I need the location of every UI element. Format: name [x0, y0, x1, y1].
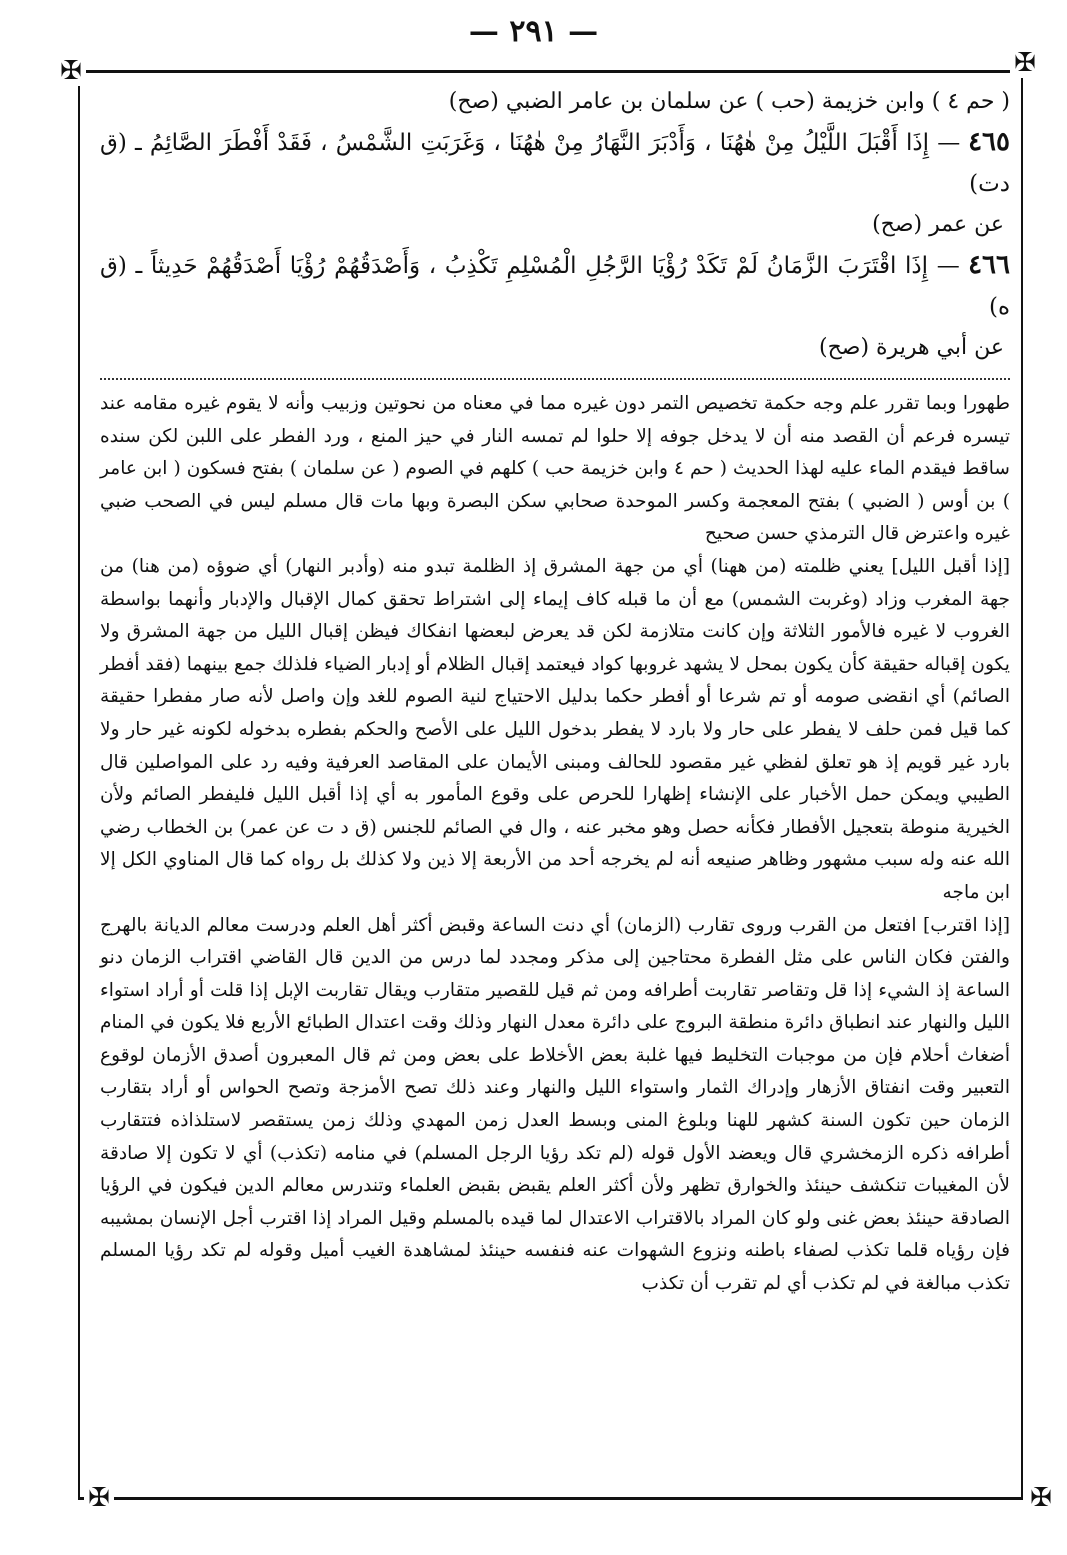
frame-right-border [1021, 70, 1023, 1500]
dotted-separator [100, 378, 1010, 380]
hadith-text: — إِذَا اقْتَرَبَ الزَّمَانُ لَمْ تَكَدْ رُؤْيَا الرَّجُلِ الْمُسْلِمِ تَكْذِبُ ، وَأَصْدَقُهُمْ رُؤْيَا أَصْدَقُهُمْ حَدِيثاً ـ (ق ه) [100, 253, 1010, 320]
hadith-reference: عن أبي هريرة (صح) [818, 335, 1004, 360]
commentary-paragraph: طهورا وبما تقرر علم وجه حكمة تخصيص التمر دون غيره مما في معناه من نحوتين وزبيب وأنه لا يقوم غيره مقامه عند تيسره فرعم أن القصد منه أن لا يدخل جوفه إلا حلوا لم تمسه النار في حيز المنع ، ورد الفطر على اللبن لكن سنده ساقط فيقدم الماء عليه لهذا الحديث ( حم ٤ وابن خزيمة حب ) كلهم في الصوم ( عن سلمان ) بفتح فسكون ( ابن عامر ) بن أوس ( الضبي ) بفتح المعجمة وكسر الموحدة صحابي سكن البصرة وبها مات قال مسلم ليس في الصحب ضبي غيره واعترض قال الترمذي حسن صحيح [100, 393, 1011, 545]
hadith-section [100, 82, 1010, 368]
hadith-number: ٤٦٦ [968, 250, 1010, 280]
commentary-paragraph: [إذا أقبل الليل] يعني ظلمته (من ههنا) أي من جهة المشرق إذ الظلمة تبدو منه (وأدبر النهار) أي ضوؤه (من هنا) من جهة المغرب وزاد (وغربت الشمس) مع أن ما قبله كاف إيماء إلى اشتراط تحقق كمال الإقبال والإدبار وأنهما بواسطة الغروب لا غيره فالأمور الثلاثة وإن كانت متلازمة لكن قد يعرض لبعضها انفكاك فيظن إقبال الليل من جهة المشرق ولا يكون إقباله حقيقة كأن يكون بمحل لا يشهد غروبها كواد فيعتمد إقبال الظلام أو إدبار الضياء فلذلك جمع بينهما (فقد أفطر الصائم) أي انقضى صومه أو تم شرعا أو أفطر حكما بدليل الاحتياج لنية الصوم للغد وإن واصل لأنه صار مفطرا حقيقة كما قيل فمن حلف لا يفطر على حار ولا بارد لا يفطر بدخول الليل على الأصح والحكم بفطره بدخوله لكونه غير حار ولا بارد غير قويم إذ هو تعلق لفظي غير مقصود للحالف ومبنى الأيمان على المقاصد العرفية وفيه رد على المواصلين قال الطيبي ويمكن حمل الأخبار على الإنشاء إظهارا للحرص على وقوع المأمور به أي إذا أقبل الليل فليفطر الصائم ولأن الخيرية منوطة بتعجيل الأفطار فكأنه حصل وهو مخبر عنه ، وال في الصائم للجنس (ق د ت عن عمر) بن الخطاب رضي الله عنه وله سبب مشهور وظاهر صنيعه أنه لم يخرجه أحد من الأربعة إلا ذين ولا كذلك بل رواه كما قال المناوي الكل إلا ابن ماجه [100, 555, 1010, 903]
page-content [100, 82, 1010, 1301]
hadith-466 [100, 245, 1010, 328]
corner-ornament-icon: ✠ [1010, 48, 1040, 78]
frame-left-border [78, 70, 80, 1500]
commentary-section [100, 388, 1010, 1301]
hadith-intro-line: ( حم ٤ ) وابن خزيمة (حب ) عن سلمان بن عامر الضبي (صح) [448, 89, 1010, 114]
hadith-reference: عن عمر (صح) [872, 212, 1004, 237]
hadith-text: — إِذَا أَقْبَلَ اللَّيْلُ مِنْ هٰهُنَا ، وَأَدْبَرَ النَّهَارُ مِنْ هٰهُنَا ، وَغَرَبَتِ الشَّمْسُ ، فَقَدْ أَفْطَرَ الصَّائِمُ ـ (ق دت) [100, 130, 1010, 197]
hadith-number: ٤٦٥ [968, 127, 1010, 157]
corner-ornament-icon: ✠ [84, 1483, 114, 1513]
corner-ornament-icon: ✠ [1026, 1483, 1056, 1513]
page-number: — ٢٩١ — [468, 14, 599, 49]
frame-top-border [62, 70, 1028, 73]
frame-bottom-border [80, 1497, 1022, 1500]
corner-ornament-icon: ✠ [56, 56, 86, 86]
commentary-paragraph: [إذا اقترب] افتعل من القرب وروى تقارب (الزمان) أي دنت الساعة وقبض أكثر أهل العلم ودرست معالم الديانة بالهرج والفتن فكان الناس على مثل الفطرة محتاجين إلى مذكر ومجدد لما درس من الدين قال القاضي اقتراب الزمان دنو الساعة إذ الشيء إذا قل وتقاصر تقاربت أطرافه ومن ثم قيل للقصير متقارب ويقال تقاربت الإبل إذا قلت أو أراد استواء الليل والنهار عند انطباق دائرة منطقة البروج على دائرة معدل النهار وذلك وقت اعتدال الطبائع الأربع فلا يكون في المنام أضغاث أحلام فإن من موجبات التخليط فيها غلبة بعض الأخلاط على بعض ومن ثم قال المعبرون أصدق الأزمان لوقوع التعبير وقت انفتاق الأزهار وإدراك الثمار واستواء الليل والنهار وعند ذلك تصح الأمزجة وتصح الحواس أو أراد بتقارب الزمان حين تكون السنة كشهر للهنا وبلوغ المنى وبسط العدل زمن المهدي وذلك زمن يستقصر لاستلذاذه فتتقارب أطرافه ذكره الزمخشري قال ويعضد الأول قوله (لم تكد رؤيا الرجل المسلم) في منامه (تكذب) أي لا تكون إلا صادقة لأن المغيبات تنكشف حينئذ والخوارق تظهر ولأن أكثر العلم يقبض بقبض العلماء وتندرس معالم الدين فيكون في الرؤيا الصادقة حينئذ بعض غنى ولو كان المراد بالاقتراب الاعتدال لما قيده بالمسلم وقيل المراد إذا اقترب أجل الإنسان بمشيبه فإن رؤياه قلما تكذب لصفاء باطنه ونزوع الشهوات عنه فنفسه حينئذ لمشاهدة الغيب أميل وقوله لم تكد رؤيا المسلم تكذب مبالغة في لم تكذب أي لم تقرب أن تكذب [100, 914, 1010, 1295]
hadith-465 [100, 122, 1010, 205]
